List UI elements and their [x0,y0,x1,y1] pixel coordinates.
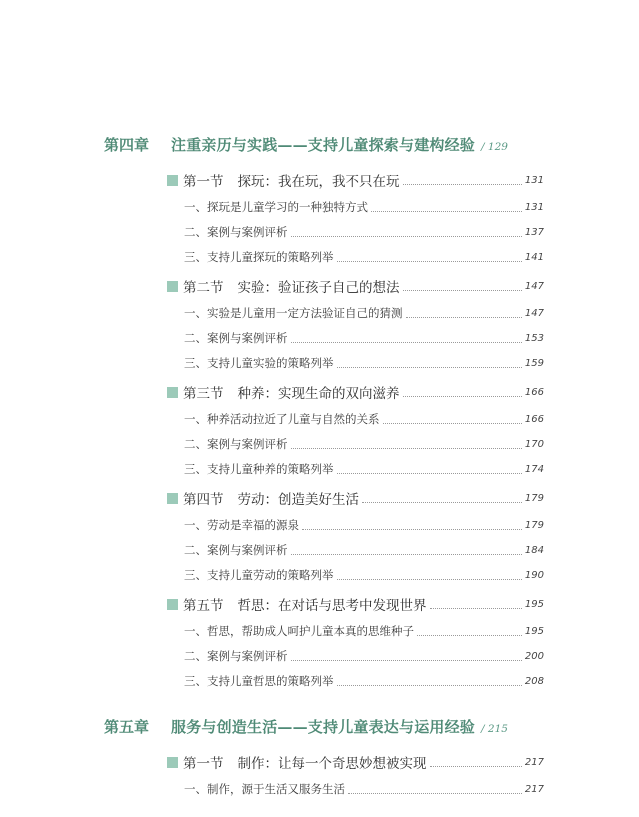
page-number: 184 [524,544,544,556]
section-entry[interactable] [167,488,544,508]
subsection-entry[interactable] [184,672,544,690]
subsection-title: 一、实验是儿童用一定方法验证自己的猜测 [184,306,403,320]
subsection-title: 三、支持儿童探玩的策略列举 [184,250,334,264]
subsection-entry[interactable] [184,354,544,372]
section-entry[interactable] [167,170,544,190]
dot-leader [430,766,522,767]
page-number: 166 [524,386,544,398]
subsection-title: 一、劳动是幸福的源泉 [184,518,299,532]
section-title: 制作：让每一个奇思妙想被实现 [237,756,427,772]
dot-leader [430,608,522,609]
subsection-title: 二、案例与案例评析 [184,649,288,663]
dot-leader [403,290,522,291]
subsection-title: 三、支持儿童实验的策略列举 [184,356,334,370]
page-number: 131 [524,201,544,213]
dot-leader [406,317,522,318]
page-number: 200 [524,650,544,662]
page-number: 208 [524,675,544,687]
page-number: 179 [524,519,544,531]
subsection-entry[interactable] [184,223,544,241]
section-title: 哲思：在对话与思考中发现世界 [237,598,427,614]
chapter-heading [104,134,554,156]
subsection-title: 三、支持儿童种养的策略列举 [184,462,334,476]
square-bullet-icon [167,281,178,292]
subsection-entry[interactable] [184,435,544,453]
square-bullet-icon [167,757,178,768]
dot-leader [302,529,522,530]
dot-leader [348,793,522,794]
subsection-title: 二、案例与案例评析 [184,543,288,557]
subsection-entry[interactable] [184,516,544,534]
section-entry[interactable] [167,594,544,614]
dot-leader [291,342,522,343]
section-number: 第五节 [183,598,224,614]
dot-leader [362,502,522,503]
subsection-title: 一、种养活动拉近了儿童与自然的关系 [184,412,380,426]
square-bullet-icon [167,599,178,610]
subsection-title: 一、探玩是儿童学习的一种独特方式 [184,200,368,214]
subsection-entry[interactable] [184,329,544,347]
chapter-page: / 129 [481,141,508,153]
subsection-entry[interactable] [184,304,544,322]
dot-leader [403,184,522,185]
dot-leader [337,261,522,262]
chapter-number: 第四章 [104,136,150,154]
chapter-page: / 215 [481,723,508,735]
subsection-title: 一、哲思，帮助成人呵护儿童本真的思维种子 [184,624,414,638]
subsection-title: 二、案例与案例评析 [184,437,288,451]
section-entry[interactable] [167,752,544,772]
page-number: 147 [524,280,544,292]
dot-leader [337,473,522,474]
subsection-title: 三、支持儿童哲思的策略列举 [184,674,334,688]
dot-leader [383,423,522,424]
subsection-entry[interactable] [184,622,544,640]
subsection-entry[interactable] [184,410,544,428]
section-title: 实验：验证孩子自己的想法 [237,280,400,296]
page-number: 147 [524,307,544,319]
dot-leader [291,236,522,237]
page-number: 217 [524,756,544,768]
dot-leader [337,685,522,686]
section-number: 第四节 [183,492,224,508]
page-number: 153 [524,332,544,344]
page-number: 137 [524,226,544,238]
subsection-title: 一、制作，源于生活又服务生活 [184,782,345,796]
subsection-entry[interactable] [184,460,544,478]
page-number: 217 [524,783,544,795]
dot-leader [291,554,522,555]
dot-leader [337,579,522,580]
section-entry[interactable] [167,382,544,402]
dot-leader [291,448,522,449]
subsection-entry[interactable] [184,198,544,216]
subsection-entry[interactable] [184,566,544,584]
section-title: 种养：实现生命的双向滋养 [237,386,400,402]
page-number: 195 [524,625,544,637]
chapter-heading [104,716,554,738]
square-bullet-icon [167,387,178,398]
page-number: 195 [524,598,544,610]
section-number: 第一节 [183,756,224,772]
page-number: 131 [524,174,544,186]
page-number: 179 [524,492,544,504]
section-number: 第三节 [183,386,224,402]
chapter-title: 服务与创造生活——支持儿童表达与运用经验 [171,718,476,736]
subsection-entry[interactable] [184,248,544,266]
section-number: 第二节 [183,280,224,296]
page-number: 174 [524,463,544,475]
subsection-entry[interactable] [184,541,544,559]
subsection-entry[interactable] [184,780,544,798]
dot-leader [291,660,522,661]
subsection-entry[interactable] [184,647,544,665]
dot-leader [403,396,522,397]
dot-leader [337,367,522,368]
page-number: 170 [524,438,544,450]
subsection-title: 二、案例与案例评析 [184,331,288,345]
section-number: 第一节 [183,174,224,190]
section-title: 劳动：创造美好生活 [237,492,359,508]
section-entry[interactable] [167,276,544,296]
dot-leader [417,635,522,636]
chapter-title: 注重亲历与实践——支持儿童探索与建构经验 [171,136,476,154]
square-bullet-icon [167,493,178,504]
page-number: 166 [524,413,544,425]
page-number: 159 [524,357,544,369]
chapter-number: 第五章 [104,718,150,736]
subsection-title: 三、支持儿童劳动的策略列举 [184,568,334,582]
square-bullet-icon [167,175,178,186]
page-number: 141 [524,251,544,263]
page-number: 190 [524,569,544,581]
subsection-title: 二、案例与案例评析 [184,225,288,239]
section-title: 探玩：我在玩，我不只在玩 [237,174,400,190]
dot-leader [371,211,522,212]
